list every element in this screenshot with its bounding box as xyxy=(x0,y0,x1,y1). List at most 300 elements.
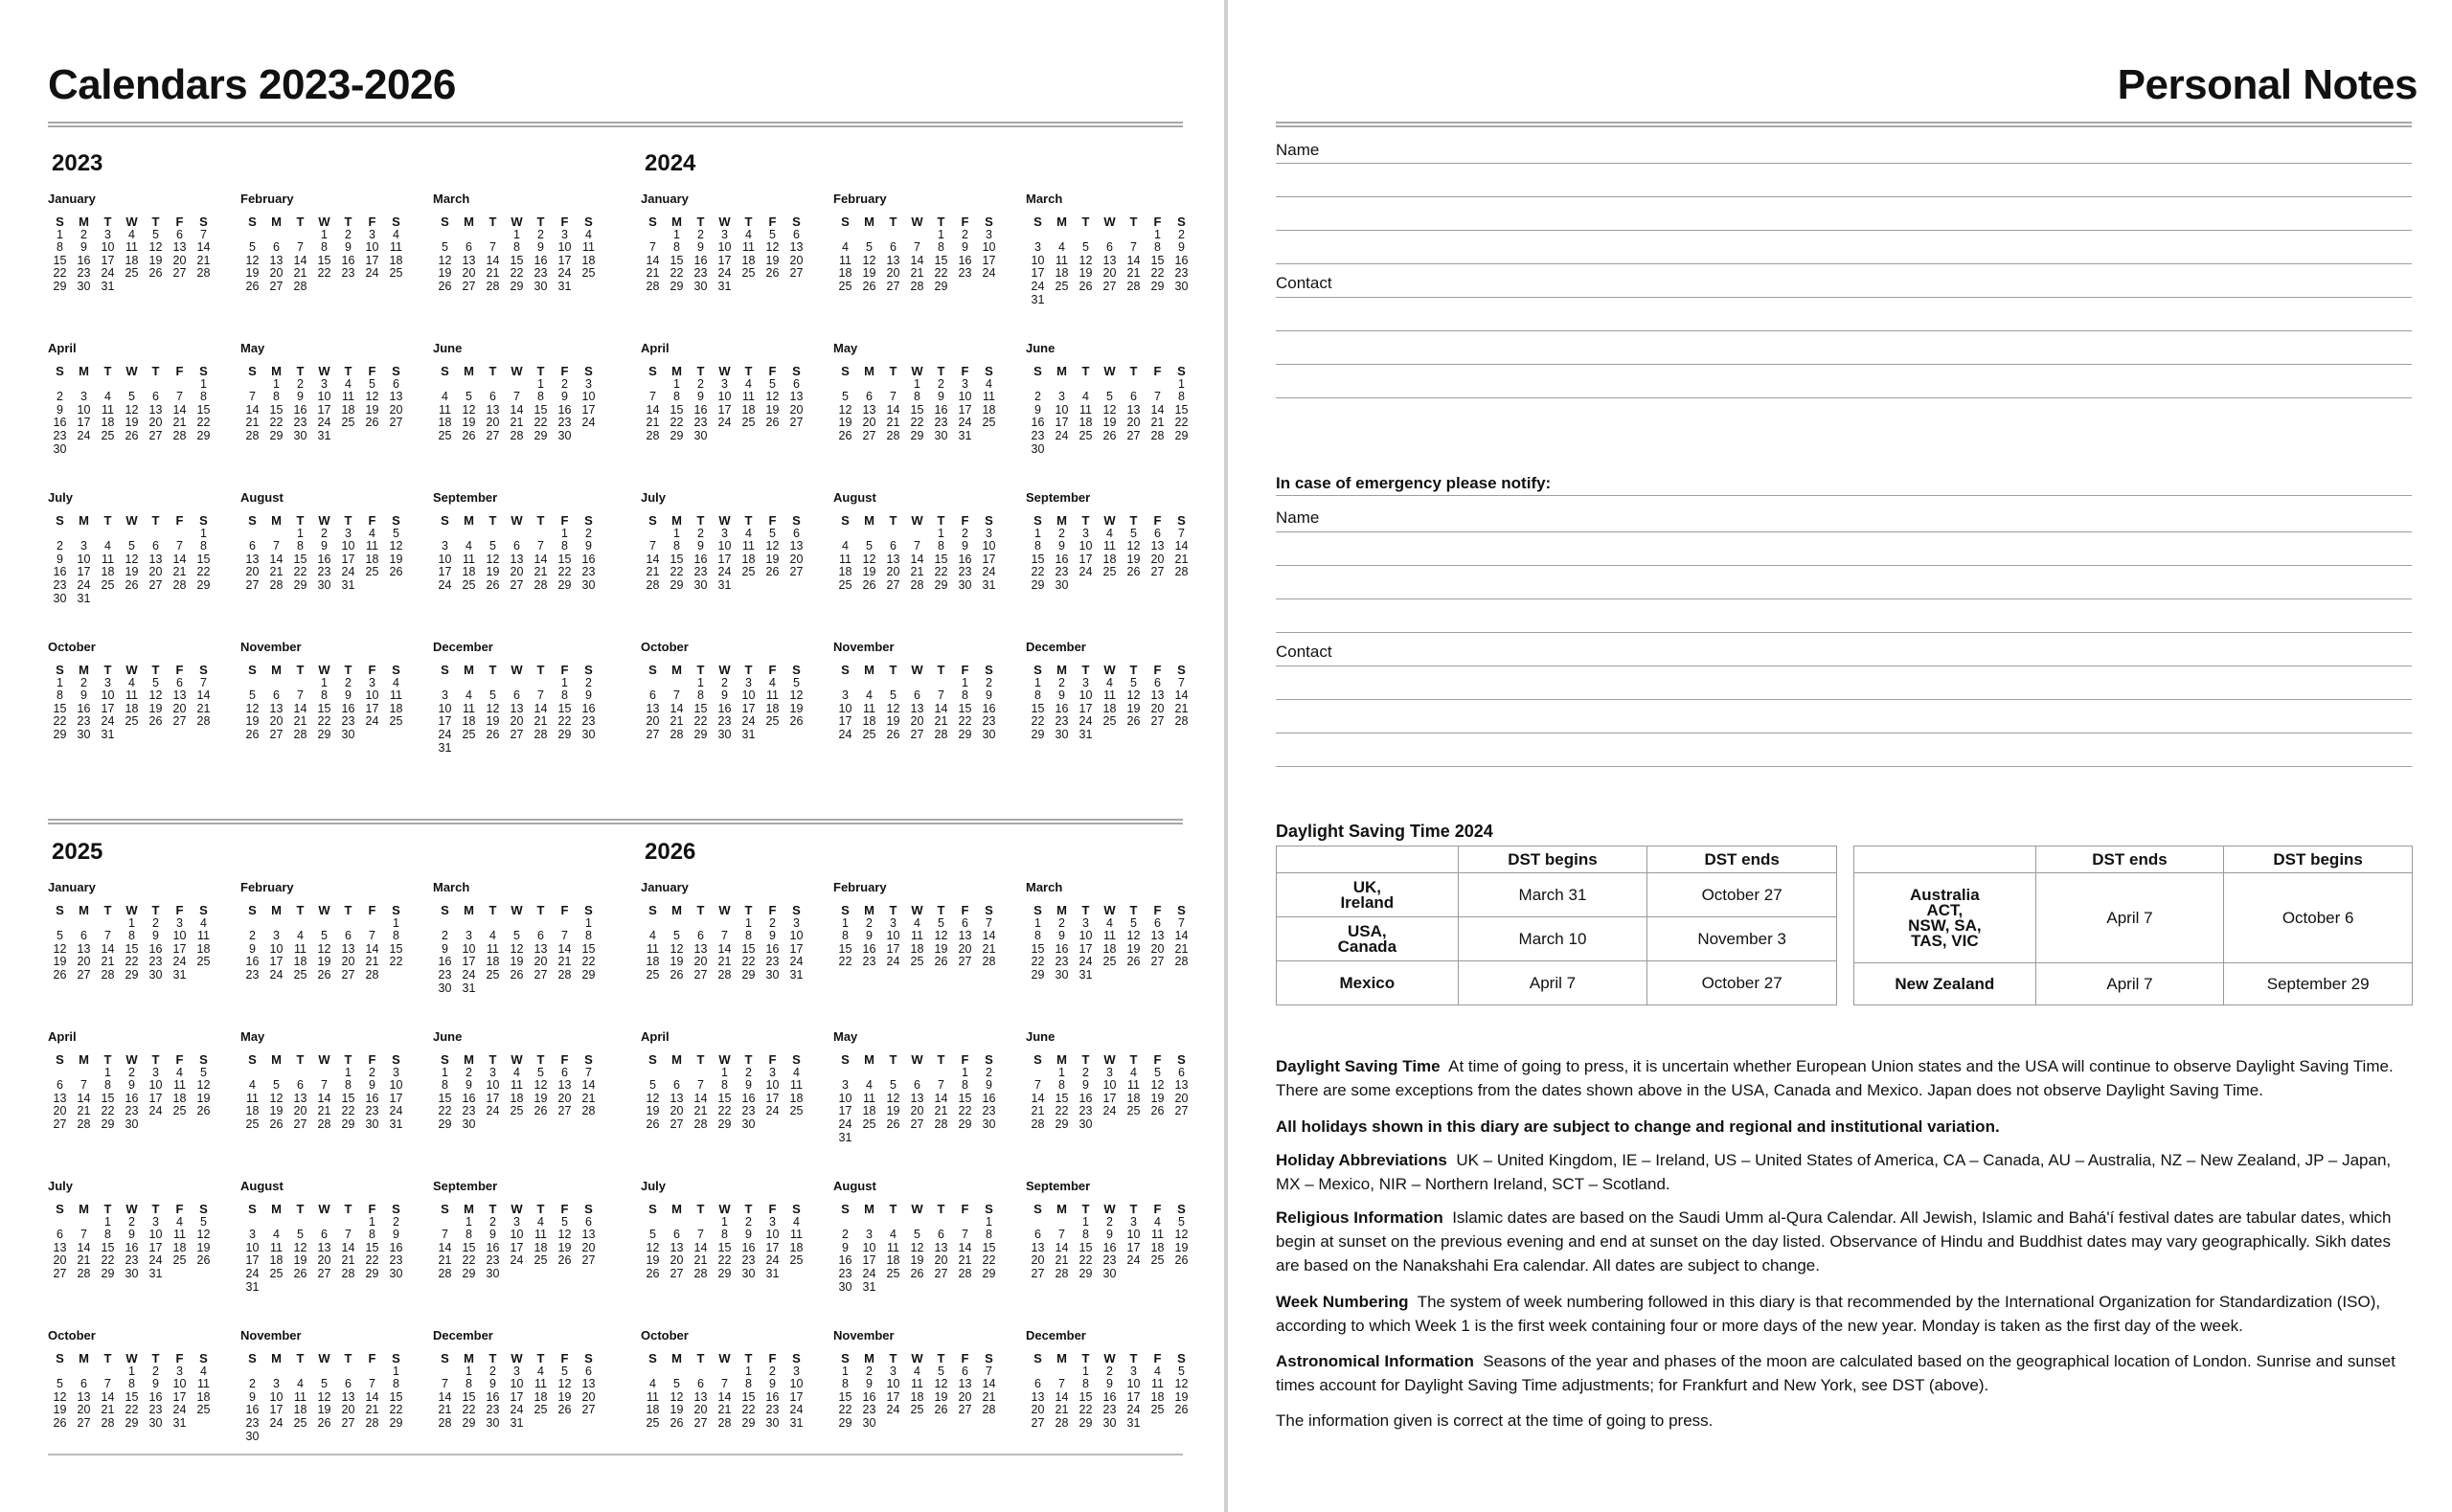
note-line[interactable] xyxy=(1276,598,2412,599)
day-cell: 26 xyxy=(510,967,524,982)
empty-cell xyxy=(641,229,665,242)
month-calendar xyxy=(48,1030,216,1132)
day-cell: 18 xyxy=(646,1403,660,1417)
day-cell: 14 xyxy=(693,1240,708,1254)
day-cell: 3 xyxy=(442,688,448,703)
day-cell: 14 xyxy=(934,1091,948,1105)
day-cell: 21 xyxy=(77,1104,91,1118)
day-cell: 4 xyxy=(842,240,849,255)
day-cell: 8 xyxy=(513,240,520,255)
day-cell: 15 xyxy=(934,253,948,267)
weekday-header: M xyxy=(464,663,474,677)
day-cell: 2 xyxy=(57,390,63,404)
day-cell: 11 xyxy=(102,552,114,566)
day-cell: 22 xyxy=(510,266,524,281)
day-cell: 27 xyxy=(934,1266,948,1280)
day-cell: 23 xyxy=(581,714,596,729)
weekday-header: F xyxy=(961,214,969,229)
day-cell: 4 xyxy=(585,227,592,241)
day-cell: 17 xyxy=(1031,266,1045,281)
weekday-header: T xyxy=(488,1052,497,1067)
weekday-header: M xyxy=(671,214,682,229)
day-cell: 27 xyxy=(1102,279,1117,293)
day-cell: 24 xyxy=(886,955,900,969)
weekday-header: W xyxy=(718,1351,731,1365)
note-line[interactable] xyxy=(1276,766,2412,767)
name-line[interactable] xyxy=(1276,163,2412,164)
day-cell: 6 xyxy=(793,376,800,391)
day-cell: 2 xyxy=(745,1214,752,1229)
month-calendar xyxy=(433,491,602,593)
weekday-header: S xyxy=(985,1052,993,1067)
weekday-header: T xyxy=(889,663,897,677)
day-cell: 7 xyxy=(297,240,304,255)
day-cell: 13 xyxy=(910,1091,924,1105)
day-cell: 3 xyxy=(489,1065,496,1079)
day-cell: 22 xyxy=(1031,714,1045,729)
day-cell: 18 xyxy=(125,253,139,267)
empty-cell xyxy=(713,917,737,931)
day-cell: 3 xyxy=(80,390,87,404)
day-cell: 6 xyxy=(176,227,183,241)
month-name: January xyxy=(48,192,96,206)
day-cell: 27 xyxy=(53,1266,67,1280)
day-cell: 11 xyxy=(439,402,451,417)
day-cell: 22 xyxy=(717,1104,732,1118)
day-cell: 29 xyxy=(269,428,284,442)
note-line[interactable] xyxy=(1276,330,2412,331)
month-name: December xyxy=(433,640,493,654)
date-cell: October 27 xyxy=(1647,873,1837,917)
day-cell: 27 xyxy=(510,577,524,592)
day-cell: 14 xyxy=(196,240,211,255)
month-grid xyxy=(433,904,602,995)
day-cell: 18 xyxy=(1102,701,1117,715)
day-cell: 3 xyxy=(249,1228,256,1242)
day-cell: 11 xyxy=(197,1377,210,1391)
month-name: December xyxy=(1026,1328,1086,1343)
month-name: December xyxy=(433,1328,493,1343)
weekday-header: F xyxy=(560,1351,569,1365)
day-cell: 12 xyxy=(886,1091,900,1105)
day-cell: 9 xyxy=(962,539,968,553)
day-cell: 30 xyxy=(717,727,732,741)
day-cell: 30 xyxy=(982,727,996,741)
day-cell: 1 xyxy=(938,227,944,241)
month-calendar xyxy=(240,491,409,593)
day-cell: 10 xyxy=(982,539,996,553)
day-cell: 15 xyxy=(125,1389,139,1404)
country-cell xyxy=(1277,961,1459,1005)
day-cell: 17 xyxy=(958,402,972,417)
day-cell: 4 xyxy=(745,376,752,391)
day-cell: 11 xyxy=(487,941,499,956)
day-cell: 25 xyxy=(196,1403,211,1417)
note-line[interactable] xyxy=(1276,632,2412,633)
day-cell: 24 xyxy=(1078,955,1093,969)
day-cell: 7 xyxy=(721,1377,728,1391)
day-cell: 27 xyxy=(462,279,476,293)
month-grid xyxy=(240,1203,409,1294)
month-calendar xyxy=(48,641,216,742)
day-cell: 16 xyxy=(77,253,91,267)
day-cell: 16 xyxy=(741,1091,756,1105)
day-cell: 13 xyxy=(557,1078,572,1093)
day-cell: 2 xyxy=(769,915,776,930)
day-cell: 21 xyxy=(245,416,260,430)
day-cell: 10 xyxy=(148,1228,163,1242)
day-cell: 28 xyxy=(1174,955,1189,969)
day-cell: 19 xyxy=(838,416,852,430)
day-cell: 15 xyxy=(581,941,596,956)
day-cell: 11 xyxy=(390,240,402,255)
note-line[interactable] xyxy=(1276,565,2412,566)
day-cell: 17 xyxy=(148,1091,163,1105)
day-cell: 12 xyxy=(934,929,948,943)
day-cell: 17 xyxy=(438,714,452,729)
day-cell: 17 xyxy=(1078,941,1093,956)
day-cell: 22 xyxy=(53,266,67,281)
day-cell: 6 xyxy=(152,539,159,553)
weekday-header: W xyxy=(125,1052,138,1067)
weekday-header: M xyxy=(79,214,89,229)
day-cell: 19 xyxy=(125,416,139,430)
month-calendar xyxy=(1026,641,1194,742)
empty-cell xyxy=(48,1216,72,1230)
weekday-header: W xyxy=(1103,663,1116,677)
weekday-header: M xyxy=(271,1202,282,1216)
day-cell: 3 xyxy=(465,929,472,943)
day-cell: 23 xyxy=(438,967,452,982)
day-cell: 21 xyxy=(101,955,115,969)
day-cell: 24 xyxy=(462,967,476,982)
day-cell: 6 xyxy=(249,539,256,553)
day-cell: 1 xyxy=(513,227,520,241)
weekday-header: T xyxy=(344,903,352,917)
weekday-header: T xyxy=(889,1351,897,1365)
day-cell: 13 xyxy=(693,941,708,956)
day-cell: 4 xyxy=(793,1214,800,1229)
day-cell: 1 xyxy=(104,1214,111,1229)
contact-line[interactable] xyxy=(1276,297,2412,298)
day-cell: 27 xyxy=(581,1253,596,1268)
day-cell: 15 xyxy=(53,253,67,267)
day-cell: 31 xyxy=(557,279,572,293)
day-cell: 3 xyxy=(962,376,968,391)
day-cell: 17 xyxy=(1078,701,1093,715)
day-cell: 10 xyxy=(717,539,732,553)
day-cell: 20 xyxy=(934,1253,948,1268)
weekday-header: F xyxy=(768,214,777,229)
day-cell: 8 xyxy=(273,390,280,404)
day-cell: 29 xyxy=(910,428,924,442)
day-cell: 1 xyxy=(321,675,328,689)
day-cell: 28 xyxy=(101,1415,115,1430)
day-cell: 9 xyxy=(1058,688,1065,703)
day-cell: 25 xyxy=(1102,565,1117,579)
day-cell: 14 xyxy=(365,1389,379,1404)
month-name: April xyxy=(641,1029,670,1044)
day-cell: 6 xyxy=(585,1364,592,1378)
day-cell: 9 xyxy=(745,1228,752,1242)
day-cell: 6 xyxy=(513,688,520,703)
day-cell: 13 xyxy=(1031,1240,1045,1254)
note-line[interactable] xyxy=(1276,397,2412,398)
day-cell: 11 xyxy=(863,701,875,715)
day-cell: 2 xyxy=(249,1377,256,1391)
day-cell: 31 xyxy=(438,740,452,755)
day-cell: 25 xyxy=(646,1415,660,1430)
empty-cell xyxy=(857,378,881,392)
empty-cell xyxy=(857,677,881,690)
day-cell: 19 xyxy=(245,714,260,729)
day-cell: 21 xyxy=(1174,552,1189,566)
day-cell: 28 xyxy=(269,577,284,592)
day-cell: 9 xyxy=(489,1377,496,1391)
day-cell: 15 xyxy=(510,253,524,267)
day-cell: 19 xyxy=(862,565,876,579)
month-calendar xyxy=(641,641,809,742)
empty-cell xyxy=(336,1365,360,1379)
day-cell: 23 xyxy=(1174,266,1189,281)
day-cell: 17 xyxy=(581,402,596,417)
day-cell: 24 xyxy=(982,266,996,281)
day-cell: 21 xyxy=(557,955,572,969)
weekday-header: W xyxy=(125,513,138,528)
weekday-header: F xyxy=(368,513,376,528)
day-cell: 23 xyxy=(693,565,708,579)
day-cell: 19 xyxy=(293,1253,307,1268)
day-cell: 26 xyxy=(389,565,403,579)
day-cell: 1 xyxy=(128,915,135,930)
empty-cell xyxy=(905,229,929,242)
info-heading: Religious Information xyxy=(1276,1208,1443,1227)
note-line[interactable] xyxy=(1276,230,2412,231)
day-cell: 18 xyxy=(838,266,852,281)
empty-cell xyxy=(264,1067,288,1080)
day-cell: 31 xyxy=(77,591,91,605)
day-cell: 25 xyxy=(534,1403,548,1417)
day-cell: 28 xyxy=(341,1266,355,1280)
day-cell: 27 xyxy=(693,967,708,982)
weekday-header: M xyxy=(464,513,474,528)
empty-cell xyxy=(240,1216,264,1230)
weekday-header: M xyxy=(79,1052,89,1067)
day-cell: 26 xyxy=(534,1104,548,1118)
day-cell: 1 xyxy=(673,526,680,540)
empty-cell xyxy=(665,917,689,931)
date-cell: October 27 xyxy=(1647,961,1837,1005)
day-cell: 13 xyxy=(958,1377,972,1391)
emergency-name-line[interactable] xyxy=(1276,531,2412,532)
day-cell: 21 xyxy=(1126,266,1141,281)
day-cell: 7 xyxy=(297,688,304,703)
day-cell: 13 xyxy=(53,1240,67,1254)
day-cell: 20 xyxy=(1102,266,1117,281)
day-cell: 24 xyxy=(789,955,804,969)
day-cell: 21 xyxy=(1031,1104,1045,1118)
day-cell: 26 xyxy=(886,727,900,741)
day-cell: 19 xyxy=(196,1091,211,1105)
day-cell: 30 xyxy=(389,1266,403,1280)
day-cell: 5 xyxy=(938,1364,944,1378)
day-cell: 20 xyxy=(789,552,804,566)
day-cell: 31 xyxy=(389,1117,403,1131)
day-cell: 2 xyxy=(1082,1065,1089,1079)
note-line[interactable] xyxy=(1276,196,2412,197)
day-cell: 6 xyxy=(152,390,159,404)
empty-cell xyxy=(1026,1216,1050,1230)
day-cell: 1 xyxy=(200,376,207,391)
day-cell: 5 xyxy=(152,227,159,241)
country-cell xyxy=(1854,963,2036,1005)
weekday-header: F xyxy=(1153,903,1162,917)
day-cell: 12 xyxy=(1126,688,1141,703)
day-cell: 19 xyxy=(670,1403,684,1417)
day-cell: 12 xyxy=(245,253,260,267)
day-cell: 13 xyxy=(53,1091,67,1105)
day-cell: 21 xyxy=(982,1389,996,1404)
day-cell: 6 xyxy=(914,1078,920,1093)
day-cell: 26 xyxy=(765,565,780,579)
day-cell: 13 xyxy=(693,1389,708,1404)
day-cell: 23 xyxy=(1055,955,1069,969)
day-cell: 13 xyxy=(581,1228,596,1242)
day-cell: 26 xyxy=(646,1266,660,1280)
header-cell xyxy=(1854,846,2036,873)
weekday-header: S xyxy=(841,663,850,677)
day-cell: 7 xyxy=(649,240,656,255)
weekday-header: T xyxy=(937,663,945,677)
day-cell: 26 xyxy=(196,1253,211,1268)
empty-cell xyxy=(312,917,336,931)
day-cell: 15 xyxy=(1150,253,1165,267)
weekday-header: F xyxy=(560,1202,569,1216)
month-name: September xyxy=(1026,1179,1091,1193)
day-cell: 29 xyxy=(438,1117,452,1131)
weekday-header: T xyxy=(296,364,305,378)
weekday-header: W xyxy=(511,1202,523,1216)
weekday-header: T xyxy=(151,663,160,677)
month-name: November xyxy=(240,1328,302,1343)
day-cell: 2 xyxy=(986,675,992,689)
month-grid xyxy=(433,664,602,755)
day-cell: 3 xyxy=(745,675,752,689)
day-cell: 14 xyxy=(365,941,379,956)
day-cell: 22 xyxy=(534,416,548,430)
day-cell: 19 xyxy=(1174,1240,1189,1254)
day-cell: 20 xyxy=(1174,1091,1189,1105)
day-cell: 12 xyxy=(1078,253,1093,267)
day-cell: 8 xyxy=(673,240,680,255)
day-cell: 23 xyxy=(1031,428,1045,442)
day-cell: 27 xyxy=(269,727,284,741)
day-cell: 18 xyxy=(862,1104,876,1118)
month-grid xyxy=(1026,1053,1194,1132)
day-cell: 2 xyxy=(866,1364,873,1378)
day-cell: 29 xyxy=(958,1117,972,1131)
day-cell: 16 xyxy=(389,1240,403,1254)
day-cell: 24 xyxy=(77,428,91,442)
month-name: October xyxy=(48,640,96,654)
day-cell: 19 xyxy=(317,1403,331,1417)
note-line[interactable] xyxy=(1276,364,2412,365)
weekday-header: M xyxy=(271,1052,282,1067)
day-cell: 23 xyxy=(982,714,996,729)
day-cell: 11 xyxy=(1103,929,1116,943)
month-calendar xyxy=(833,641,1002,742)
weekday-header: M xyxy=(864,903,874,917)
weekday-header: M xyxy=(1056,663,1067,677)
month-calendar xyxy=(433,1030,602,1132)
day-cell: 9 xyxy=(393,1228,399,1242)
day-cell: 7 xyxy=(345,1228,352,1242)
weekday-header: S xyxy=(392,903,400,917)
day-cell: 11 xyxy=(270,1240,283,1254)
day-cell: 11 xyxy=(534,1377,547,1391)
weekday-header: T xyxy=(937,1202,945,1216)
day-cell: 14 xyxy=(717,1389,732,1404)
day-cell: 17 xyxy=(438,565,452,579)
day-cell: 27 xyxy=(693,1415,708,1430)
day-cell: 22 xyxy=(1031,955,1045,969)
note-line[interactable] xyxy=(1276,699,2412,700)
weekday-header: T xyxy=(1129,663,1138,677)
day-cell: 5 xyxy=(649,1228,656,1242)
day-cell: 24 xyxy=(389,1104,403,1118)
note-line[interactable] xyxy=(1276,263,2412,264)
day-cell: 12 xyxy=(1126,929,1141,943)
day-cell: 16 xyxy=(1055,941,1069,956)
day-cell: 21 xyxy=(1150,416,1165,430)
empty-cell xyxy=(689,1365,713,1379)
day-cell: 18 xyxy=(1078,416,1093,430)
day-cell: 25 xyxy=(389,714,403,729)
day-cell: 2 xyxy=(1058,526,1065,540)
day-cell: 20 xyxy=(958,941,972,956)
day-cell: 16 xyxy=(534,253,548,267)
day-cell: 20 xyxy=(53,1104,67,1118)
day-cell: 23 xyxy=(245,1415,260,1430)
day-cell: 3 xyxy=(345,526,352,540)
contact-label: Contact xyxy=(1276,274,1332,292)
day-cell: 4 xyxy=(465,539,472,553)
day-cell: 15 xyxy=(838,1389,852,1404)
day-cell: 12 xyxy=(486,552,500,566)
year-label: 2025 xyxy=(52,839,103,865)
day-cell: 12 xyxy=(910,1240,924,1254)
day-cell: 27 xyxy=(557,1104,572,1118)
day-cell: 10 xyxy=(510,1228,524,1242)
note-line[interactable] xyxy=(1276,495,2412,496)
weekday-header: S xyxy=(1177,663,1186,677)
weekday-header: M xyxy=(1056,1052,1067,1067)
day-cell: 2 xyxy=(489,1364,496,1378)
day-cell: 25 xyxy=(293,967,307,982)
weekday-header: T xyxy=(488,214,497,229)
day-cell: 7 xyxy=(673,688,680,703)
day-cell: 7 xyxy=(176,539,183,553)
day-cell: 21 xyxy=(646,266,660,281)
day-cell: 15 xyxy=(53,701,67,715)
month-calendar xyxy=(48,881,216,982)
month-calendar xyxy=(240,1329,409,1443)
day-cell: 5 xyxy=(649,1078,656,1093)
day-cell: 13 xyxy=(269,701,284,715)
empty-cell xyxy=(72,917,96,931)
weekday-header: F xyxy=(368,1202,376,1216)
day-cell: 22 xyxy=(317,714,331,729)
